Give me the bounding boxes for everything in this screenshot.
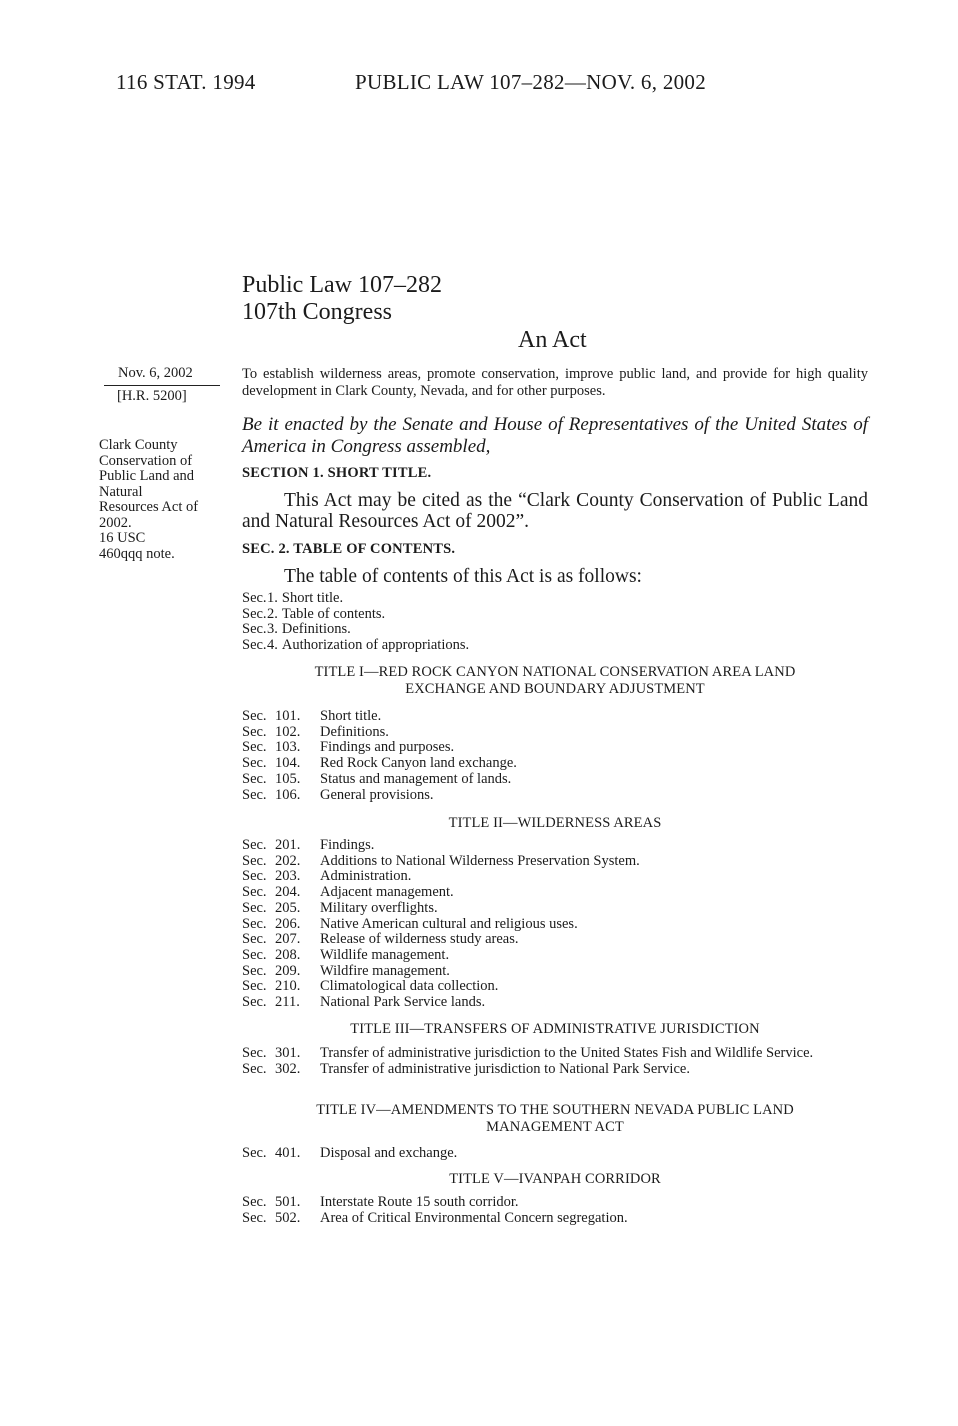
toc-row — [242, 1062, 868, 1078]
toc-sec-title: Table of contents. — [281, 605, 386, 622]
section-2-heading: SEC. 2. TABLE OF CONTENTS. — [242, 541, 456, 557]
margin-line: Clark County — [99, 437, 178, 453]
toc-sec-number: 4. — [267, 637, 278, 654]
margin-date: Nov. 6, 2002 — [118, 365, 193, 381]
toc-sec-number: 209. — [275, 962, 301, 979]
title-1-heading — [242, 664, 868, 698]
toc-sec-title: Military overflights. — [320, 899, 438, 916]
toc-sec-number: 206. — [275, 915, 301, 932]
toc-sec-number: 208. — [275, 946, 301, 963]
toc-sec-number: 205. — [275, 899, 301, 916]
toc-sec-label: Sec. — [242, 1194, 267, 1210]
toc-sec-label: Sec. — [242, 931, 267, 948]
toc-row — [242, 772, 868, 788]
running-head-law: PUBLIC LAW 107–282—NOV. 6, 2002 — [355, 70, 707, 94]
toc-sec-title: Findings. — [320, 837, 375, 853]
toc-sec-title: Authorization of appropriations. — [281, 637, 470, 654]
toc-row — [242, 756, 868, 772]
title-4-sections — [242, 1146, 868, 1162]
toc-row — [242, 885, 868, 901]
toc-sec-title: Status and management of lands. — [320, 770, 512, 787]
margin-notes — [99, 438, 224, 562]
toc-sec-title: Additions to National Wilderness Preservation System. — [320, 852, 640, 869]
toc-sec-number: 102. — [275, 723, 301, 740]
toc-sec-number: 210. — [275, 978, 301, 995]
margin-line: Resources Act of — [99, 499, 199, 515]
toc-sec-title: Definitions. — [320, 723, 389, 740]
toc-sec-number: 104. — [275, 755, 301, 772]
toc-row — [242, 591, 868, 607]
toc-sec-number: 1. — [267, 590, 278, 606]
toc-sec-label: Sec. — [242, 770, 267, 787]
title-5-heading — [242, 1171, 868, 1188]
margin-line: 460qqq note. — [99, 545, 175, 562]
section-2-text: The table of contents of this Act is as follows: — [284, 566, 642, 587]
title-heading-line: EXCHANGE AND BOUNDARY ADJUSTMENT — [405, 681, 705, 697]
congress: 107th Congress — [242, 299, 392, 325]
toc-sec-number: 203. — [275, 868, 301, 885]
margin-short-title — [99, 438, 224, 531]
title-heading-line: TITLE I—RED ROCK CANYON NATIONAL CONSERVATION AREA LAND — [314, 664, 796, 680]
toc-sec-title: Adjacent management. — [320, 884, 454, 901]
toc-row — [242, 948, 868, 964]
title-3-sections — [242, 1046, 868, 1077]
toc-sec-number: 207. — [275, 931, 301, 948]
title-1-sections — [242, 709, 868, 803]
toc-row — [242, 932, 868, 948]
toc-sec-title: General provisions. — [320, 786, 434, 803]
margin-line: Conservation of — [99, 452, 193, 469]
toc-sec-label: Sec. — [242, 1060, 267, 1077]
toc-sec-title: Wildfire management. — [320, 962, 450, 979]
toc-sec-number: 101. — [275, 708, 301, 724]
an-act-title: An Act — [518, 327, 587, 353]
toc-sec-label: Sec. — [242, 605, 267, 622]
toc-sec-label: Sec. — [242, 946, 267, 963]
toc-row — [242, 638, 868, 654]
toc-row — [242, 622, 868, 638]
toc-sec-label: Sec. — [242, 755, 267, 772]
toc-sec-title: Transfer of administrative jurisdiction to the United States Fish and Wildlife Service. — [320, 1045, 814, 1061]
toc-sec-label: Sec. — [242, 899, 267, 916]
title-heading-line: TITLE III—TRANSFERS OF ADMINISTRATIVE JURISDICTION — [350, 1021, 760, 1037]
toc-row — [242, 788, 868, 804]
toc-row — [242, 964, 868, 980]
toc-sec-label: Sec. — [242, 786, 267, 803]
toc-row — [242, 854, 868, 870]
toc-sec-title: Climatological data collection. — [320, 978, 499, 995]
toc-sec-number: 211. — [275, 994, 300, 1011]
toc-sec-title: Native American cultural and religious uses. — [320, 915, 578, 932]
toc-sec-title: Administration. — [320, 868, 412, 885]
toc-sec-label: Sec. — [242, 637, 267, 654]
toc-sec-label: Sec. — [242, 994, 267, 1011]
toc-sec-label: Sec. — [242, 1145, 267, 1161]
toc-general-list — [242, 591, 868, 654]
toc-sec-label: Sec. — [242, 915, 267, 932]
toc-sec-title: Red Rock Canyon land exchange. — [320, 755, 517, 772]
toc-sec-number: 103. — [275, 739, 301, 756]
toc-sec-number: 202. — [275, 852, 301, 869]
toc-sec-label: Sec. — [242, 708, 267, 724]
title-3-heading — [242, 1021, 868, 1038]
toc-row — [242, 979, 868, 995]
toc-sec-number: 401. — [275, 1145, 301, 1161]
toc-row — [242, 869, 868, 885]
toc-sec-title: Definitions. — [281, 621, 351, 638]
title-heading-line: TITLE II—WILDERNESS AREAS — [448, 815, 662, 831]
toc-sec-title: National Park Service lands. — [320, 994, 486, 1011]
purpose-paragraph: To establish wilderness areas, promote conservation, improve public land, and provide for high quality development in Clark County, Nevada, and for other purposes. — [242, 366, 868, 399]
toc-sec-number: 502. — [275, 1209, 301, 1226]
margin-rule — [104, 385, 220, 386]
title-heading-line: MANAGEMENT ACT — [486, 1119, 624, 1135]
toc-row — [242, 995, 868, 1011]
toc-sec-number: 3. — [267, 621, 278, 638]
toc-sec-number: 204. — [275, 884, 301, 901]
toc-row — [242, 901, 868, 917]
toc-sec-label: Sec. — [242, 739, 267, 756]
toc-sec-label: Sec. — [242, 852, 267, 869]
toc-row — [242, 917, 868, 933]
toc-row — [242, 838, 868, 854]
toc-row — [242, 709, 868, 725]
toc-sec-number: 501. — [275, 1194, 301, 1210]
margin-usc-citation — [99, 531, 224, 562]
toc-sec-label: Sec. — [242, 590, 267, 606]
toc-sec-title: Wildlife management. — [320, 946, 450, 963]
toc-row — [242, 740, 868, 756]
toc-sec-title: Short title. — [320, 708, 382, 724]
toc-sec-label: Sec. — [242, 868, 267, 885]
toc-sec-number: 2. — [267, 605, 278, 622]
toc-sec-label: Sec. — [242, 884, 267, 901]
section-1-heading: SECTION 1. SHORT TITLE. — [242, 465, 432, 481]
toc-row — [242, 1146, 868, 1162]
margin-line: 16 USC — [99, 530, 146, 546]
running-head-page: 116 STAT. 1994 — [116, 70, 256, 94]
toc-row — [242, 1211, 868, 1227]
toc-sec-label: Sec. — [242, 1209, 267, 1226]
toc-row — [242, 725, 868, 741]
toc-sec-number: 106. — [275, 786, 301, 803]
toc-sec-number: 302. — [275, 1060, 301, 1077]
title-heading-line: TITLE IV—AMENDMENTS TO THE SOUTHERN NEVADA PUBLIC LAND — [316, 1102, 794, 1118]
toc-sec-label: Sec. — [242, 621, 267, 638]
toc-sec-title: Transfer of administrative jurisdiction to National Park Service. — [320, 1060, 690, 1077]
toc-sec-label: Sec. — [242, 962, 267, 979]
title-5-sections — [242, 1195, 868, 1226]
title-4-heading — [242, 1102, 868, 1136]
toc-row — [242, 1046, 868, 1062]
toc-sec-label: Sec. — [242, 837, 267, 853]
toc-sec-title: Release of wilderness study areas. — [320, 931, 519, 948]
toc-sec-title: Findings and purposes. — [320, 739, 455, 756]
toc-sec-number: 201. — [275, 837, 301, 853]
toc-row — [242, 1195, 868, 1211]
toc-sec-number: 105. — [275, 770, 301, 787]
title-2-heading — [242, 815, 868, 832]
margin-line: 2002. — [99, 514, 132, 531]
toc-sec-title: Disposal and exchange. — [320, 1145, 458, 1161]
margin-bill-number: [H.R. 5200] — [117, 388, 187, 404]
title-heading-line: TITLE V—IVANPAH CORRIDOR — [449, 1171, 661, 1187]
section-1-text: This Act may be cited as the “Clark County Conservation of Public Land and Natural Resources Act of 2002”. — [242, 490, 868, 532]
title-2-sections — [242, 838, 868, 1011]
toc-sec-label: Sec. — [242, 1045, 267, 1061]
enacting-clause: Be it enacted by the Senate and House of Representatives of the United States of America in Congress assembled, — [242, 414, 868, 457]
law-number: Public Law 107–282 — [242, 272, 442, 298]
toc-sec-title: Short title. — [281, 590, 344, 606]
toc-sec-title: Area of Critical Environmental Concern segregation. — [320, 1209, 628, 1226]
toc-sec-label: Sec. — [242, 978, 267, 995]
margin-line: Public Land and — [99, 468, 195, 484]
margin-line: Natural — [99, 483, 143, 500]
law-heading — [242, 272, 442, 326]
toc-sec-number: 301. — [275, 1045, 301, 1061]
toc-sec-label: Sec. — [242, 723, 267, 740]
toc-row — [242, 607, 868, 623]
toc-sec-title: Interstate Route 15 south corridor. — [320, 1194, 519, 1210]
